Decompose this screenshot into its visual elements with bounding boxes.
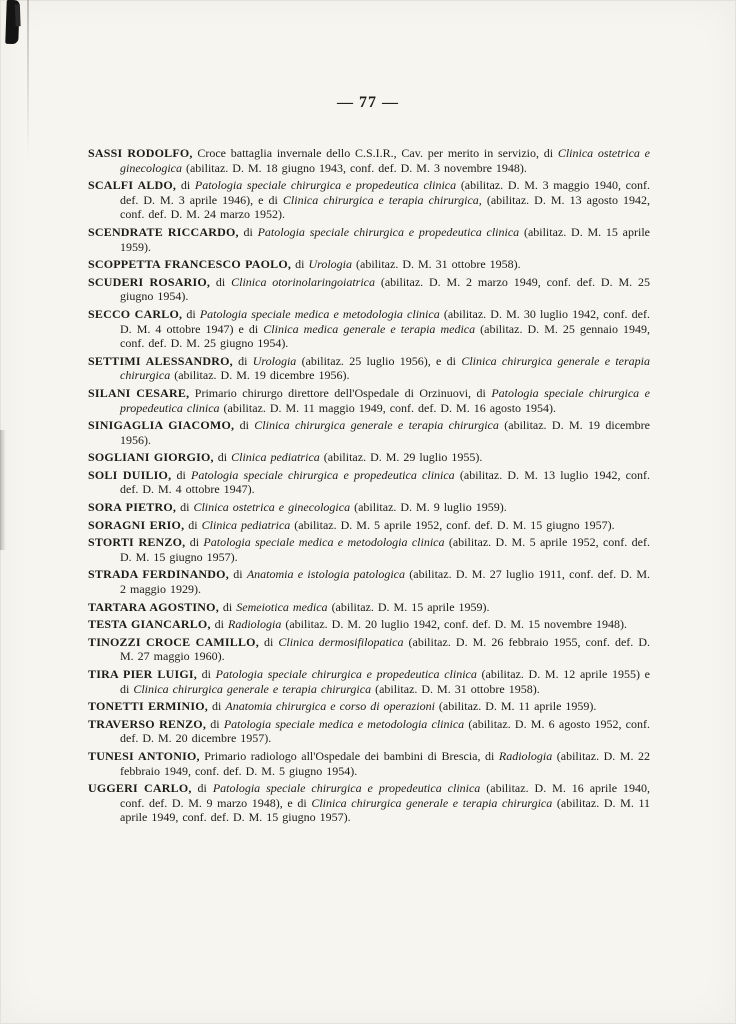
specialty-text: Patologia speciale chirurgica e propedeutica clinica	[212, 781, 481, 796]
entry-name: STRADA FERDINANDO,	[88, 567, 229, 582]
entry-text: (abilitaz. D. M. 29 luglio 1955).	[319, 450, 483, 465]
entry-body	[120, 146, 650, 175]
entry-body	[219, 600, 490, 614]
entry-text: di	[176, 500, 194, 515]
entry-text: (abilitaz. D. M. 11 aprile 1949, conf. def. D. M. 15 giugno 1957).	[120, 795, 651, 825]
specialty-text: Clinica ostetrica e ginecologica	[120, 146, 650, 175]
entry-text: di	[208, 699, 226, 714]
entry-body	[120, 178, 650, 221]
entry-text: di	[210, 274, 232, 289]
entry-text: Primario radiologo all'Ospedale dei bambini di Brescia, di	[199, 748, 499, 763]
scan-edge-line	[27, 0, 29, 160]
entry-text: Primario chirurgo direttore dell'Ospedale di Orzinuovi, di	[189, 385, 492, 400]
entry-name: STORTI RENZO,	[88, 535, 186, 550]
entry-body	[184, 518, 614, 532]
entry-text: (abilitaz. D. M. 26 febbraio 1955, conf. def. D. M. 27 maggio 1960).	[120, 634, 651, 664]
entry-name: SOGLIANI GIORGIO,	[88, 450, 214, 465]
entry-body	[291, 257, 521, 271]
entry-text: (abilitaz. D. M. 12 aprile 1955) e di	[120, 667, 650, 696]
entry-list	[88, 146, 650, 828]
directory-entry	[88, 146, 650, 175]
entry-name: SINIGAGLIA GIACOMO,	[88, 418, 235, 433]
directory-entry	[88, 617, 650, 632]
entry-text: (abilitaz. D. M. 13 agosto 1942, conf. def. D. M. 24 marzo 1952).	[120, 192, 650, 222]
entry-text: di	[182, 306, 200, 321]
entry-text: di	[218, 599, 237, 614]
specialty-text: Patologia speciale medica e metodologia clinica	[199, 306, 440, 321]
entry-body	[120, 781, 650, 824]
entry-text: (abilitaz. D. M. 27 luglio 1911, conf. def. D. M. 2 maggio 1929).	[120, 567, 650, 597]
directory-entry	[88, 600, 650, 615]
specialty-text: Urologia	[308, 257, 353, 272]
entry-name: TINOZZI CROCE CAMILLO,	[88, 634, 259, 649]
specialty-text: Clinica pediatrica	[231, 450, 320, 465]
entry-text: di	[228, 567, 247, 582]
entry-text: (abilitaz. D. M. 31 ottobre 1958).	[352, 257, 521, 272]
scan-ink-artifact	[5, 0, 20, 44]
entry-name: TESTA GIANCARLO,	[88, 617, 211, 632]
specialty-text: Patologia speciale medica e metodologia clinica	[223, 716, 465, 731]
entry-text: di	[171, 467, 192, 482]
entry-text: di	[232, 353, 253, 368]
directory-entry	[88, 354, 650, 383]
entry-text: (abilitaz. D. M. 5 aprile 1952, conf. def. D. M. 15 giugno 1957).	[290, 517, 615, 532]
entry-text: di	[258, 634, 279, 649]
directory-entry	[88, 535, 650, 564]
entry-text: di	[210, 617, 229, 632]
entry-text: di	[176, 178, 195, 193]
entry-name: SECCO CARLO,	[88, 306, 183, 321]
entry-text: di	[196, 667, 216, 681]
specialty-text: Clinica otorinolaringoiatrica	[231, 274, 375, 289]
entry-text: (abilitaz. D. M. 6 agosto 1952, conf. def. D. M. 20 dicembre 1957).	[120, 716, 650, 746]
entry-text: (abilitaz. D. M. 13 luglio 1942, conf. def. D. M. 4 ottobre 1947).	[120, 467, 650, 497]
entry-text: (abilitaz. D. M. 30 luglio 1942, conf. def. D. M. 4 ottobre 1947) e di	[120, 306, 651, 336]
specialty-text: Patologia speciale chirurgica e propedeutica clinica	[191, 467, 455, 482]
entry-text: (abilitaz. D. M. 11 aprile 1959).	[434, 699, 597, 714]
entry-name: SETTIMI ALESSANDRO,	[88, 353, 233, 368]
entry-text: (abilitaz. D. M. 22 febbraio 1949, conf. def. D. M. 5 giugno 1954).	[120, 748, 650, 778]
entry-body	[120, 535, 650, 564]
specialty-text: Clinica chirurgica generale e terapia chirurgica	[311, 795, 553, 810]
directory-entry	[88, 567, 650, 596]
entry-text: (abilitaz. D. M. 19 dicembre 1956).	[170, 368, 350, 383]
entry-body	[120, 307, 650, 350]
entry-text: di	[213, 450, 232, 465]
entry-text: (abilitaz. D. M. 9 luglio 1959).	[350, 500, 507, 515]
specialty-text: Patologia speciale chirurgica e propedeutica clinica	[194, 178, 457, 193]
specialty-text: Patologia speciale chirurgica e propedeutica clinica	[257, 224, 520, 239]
directory-entry	[88, 749, 650, 778]
entry-name: SORA PIETRO,	[88, 500, 177, 515]
entry-name: SCOPPETTA FRANCESCO PAOLO,	[88, 257, 292, 272]
specialty-text: Patologia speciale chirurgica e propedeutica clinica	[120, 385, 650, 415]
specialty-text: Anatomia chirurgica e corso di operazioni	[225, 699, 435, 714]
directory-entry	[88, 275, 650, 304]
entry-text: di	[234, 418, 255, 433]
specialty-text: Clinica medica generale e terapia medica	[263, 321, 476, 336]
entry-text: (abilitaz. D. M. 5 aprile 1952, conf. def. D. M. 15 giugno 1957).	[120, 535, 650, 564]
specialty-text: Patologia speciale medica e metodologia clinica	[203, 535, 445, 550]
entry-text: (abilitaz. D. M. 15 aprile 1959).	[327, 599, 490, 614]
entry-text: di	[191, 781, 213, 796]
entry-text: di	[184, 517, 202, 532]
entry-body	[120, 468, 650, 497]
specialty-text: Patologia speciale chirurgica e propedeutica clinica	[215, 667, 477, 681]
entry-text: (abilitaz. D. M. 25 gennaio 1949, conf. def. D. M. 25 giugno 1954).	[120, 321, 650, 351]
entry-name: TUNESI ANTONIO,	[88, 748, 200, 763]
specialty-text: Clinica ostetrica e ginecologica	[193, 500, 351, 515]
directory-entry	[88, 225, 650, 254]
specialty-text: Radiologia	[228, 617, 282, 632]
entry-name: SCUDERI ROSARIO,	[88, 274, 211, 289]
entry-text: (abilitaz. D. M. 18 giugno 1943, conf. def. D. M. 3 novembre 1948).	[181, 160, 527, 175]
entry-body	[214, 450, 483, 464]
specialty-text: Clinica chirurgica generale e terapia chirurgica	[254, 418, 499, 433]
directory-entry	[88, 635, 650, 664]
entry-name: TRAVERSO RENZO,	[88, 716, 207, 731]
directory-entry	[88, 781, 650, 825]
entry-text: (abilitaz. D. M. 15 aprile 1959).	[120, 224, 650, 254]
entry-name: SOLI DUILIO,	[88, 467, 172, 482]
directory-entry	[88, 418, 650, 447]
entry-text: di	[238, 224, 258, 239]
specialty-text: Semeiotica medica	[236, 599, 328, 614]
directory-entry	[88, 450, 650, 465]
specialty-text: Clinica chirurgica generale e terapia chirurgica	[133, 681, 372, 696]
directory-entry	[88, 500, 650, 515]
entry-body	[211, 617, 627, 631]
entry-text: (abilitaz. 25 luglio 1956), e di	[296, 353, 462, 368]
entry-text: (abilitaz. D. M. 2 marzo 1949, conf. def. D. M. 25 giugno 1954).	[120, 274, 650, 304]
entry-name: SORAGNI ERIO,	[88, 517, 185, 532]
entry-name: SCENDRATE RICCARDO,	[88, 224, 239, 239]
specialty-text: Radiologia	[498, 748, 553, 763]
specialty-text: Urologia	[252, 353, 297, 368]
entry-name: TARTARA AGOSTINO,	[88, 599, 219, 614]
directory-entry	[88, 307, 650, 351]
directory-entry	[88, 386, 650, 415]
entry-text: (abilitaz. D. M. 20 luglio 1942, conf. def. D. M. 15 novembre 1948).	[281, 617, 627, 632]
directory-entry	[88, 468, 650, 497]
specialty-text: Clinica pediatrica	[201, 517, 291, 532]
entry-text: di	[291, 257, 309, 272]
entry-name: TONETTI ERMINIO,	[88, 699, 209, 714]
entry-text: (abilitaz. D. M. 16 aprile 1940, conf. def. D. M. 9 marzo 1948), e di	[120, 781, 650, 810]
entry-text: di	[206, 716, 224, 731]
specialty-text: Clinica dermosifilopatica	[278, 634, 404, 649]
entry-body	[176, 500, 507, 514]
directory-entry	[88, 518, 650, 533]
directory-entry	[88, 178, 650, 222]
entry-text: (abilitaz. D. M. 3 maggio 1940, conf. def. D. M. 3 aprile 1946), e di	[120, 178, 650, 207]
page-number: — 77 —	[337, 94, 399, 111]
scan-edge-smudge	[0, 430, 6, 550]
entry-text: di	[185, 535, 204, 550]
entry-body	[120, 749, 650, 778]
entry-name: TIRA PIER LUIGI,	[88, 667, 197, 681]
entry-name: SILANI CESARE,	[88, 385, 190, 400]
specialty-text: Anatomia e istologia patologica	[246, 567, 405, 582]
entry-text: (abilitaz. D. M. 19 dicembre 1956).	[120, 418, 651, 447]
specialty-text: Clinica chirurgica e terapia chirurgica,	[282, 192, 482, 207]
specialty-text: Clinica chirurgica generale e terapia chirurgica	[120, 353, 650, 383]
directory-entry	[88, 667, 650, 696]
entry-text: Croce battaglia invernale dello C.S.I.R., Cav. per merito in servizio, di	[192, 146, 558, 160]
entry-body	[208, 699, 596, 713]
entry-name: UGGERI CARLO,	[88, 781, 192, 796]
directory-entry	[88, 257, 650, 272]
entry-text: (abilitaz. D. M. 11 maggio 1949, conf. def. D. M. 16 agosto 1954).	[219, 400, 557, 415]
directory-entry	[88, 717, 650, 746]
directory-entry	[88, 699, 650, 714]
entry-name: SCALFI ALDO,	[88, 178, 177, 193]
entry-text: (abilitaz. D. M. 31 ottobre 1958).	[371, 681, 540, 696]
entry-body	[120, 386, 650, 415]
entry-name: SASSI RODOLFO,	[88, 146, 193, 160]
entry-body	[120, 667, 650, 696]
